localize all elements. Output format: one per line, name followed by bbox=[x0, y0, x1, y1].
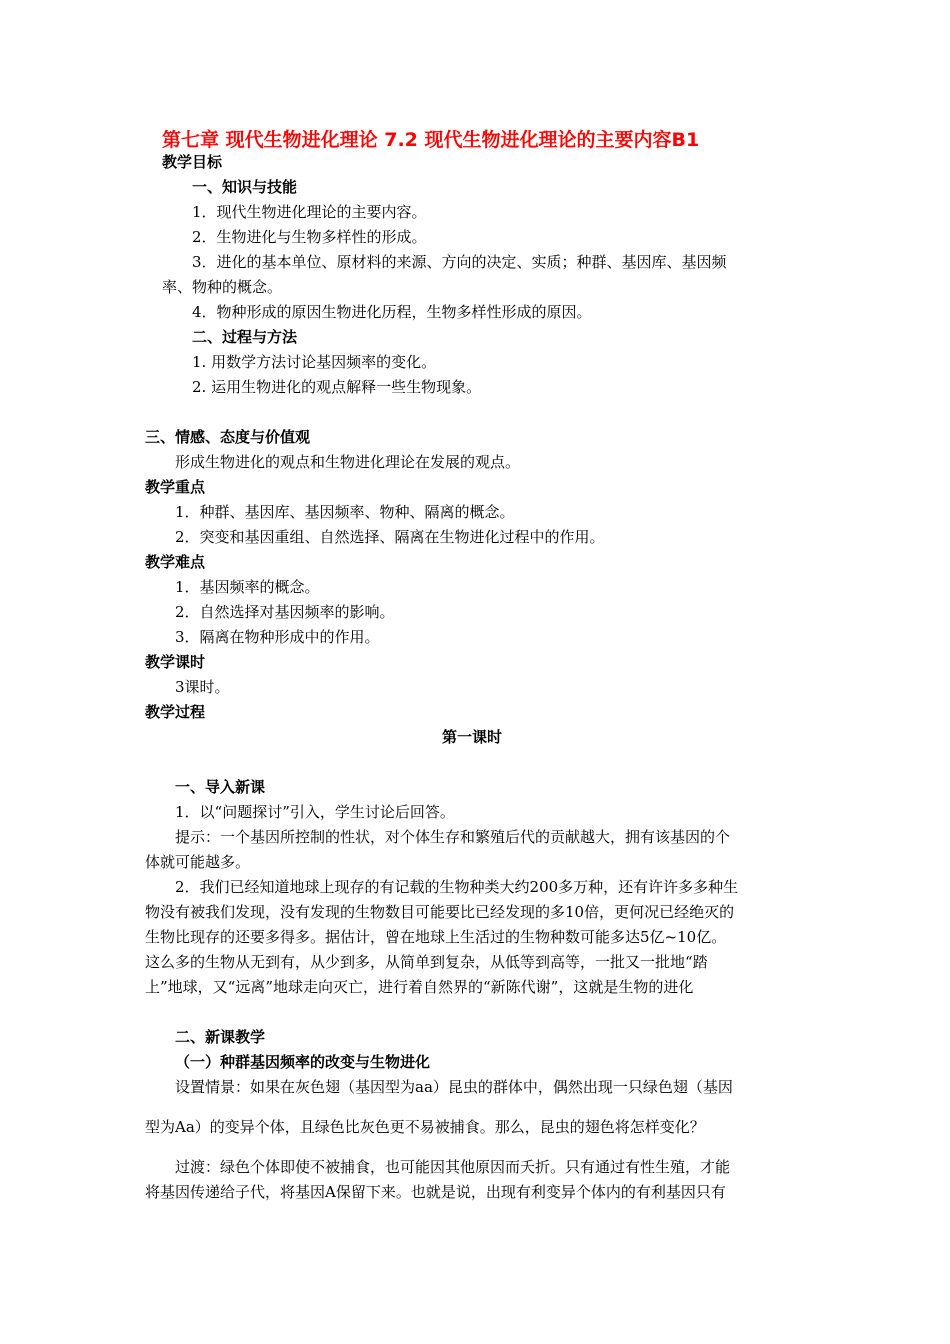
knowledge-item: 3．进化的基本单位、原材料的来源、方向的决定、实质；种群、基因库、基因频 bbox=[192, 253, 727, 271]
knowledge-item-continuation: 率、物种的概念。 bbox=[162, 278, 283, 296]
intro-line-continuation: 上”地球，又“远离”地球走向灭亡，进行着自然界的“新陈代谢”，这就是生物的进化 bbox=[145, 978, 694, 996]
key-item: 1．种群、基因库、基因频率、物种、隔离的概念。 bbox=[175, 503, 515, 521]
difficulty-item: 3．隔离在物种形成中的作用。 bbox=[175, 628, 380, 646]
section-heading-difficulty: 教学难点 bbox=[145, 553, 206, 571]
section-heading-key: 教学重点 bbox=[145, 478, 206, 496]
intro-line: 2．我们已经知道地球上现存的有记载的生物种类大约200多万种，还有许许多多种生 bbox=[175, 878, 739, 896]
intro-line-continuation: 生物比现存的还要多得多。据估计，曾在地球上生活过的生物种数可能多达5亿~10亿。 bbox=[145, 928, 727, 946]
subsection-heading-process: 二、过程与方法 bbox=[192, 328, 298, 346]
knowledge-item: 4．物种形成的原因生物进化历程，生物多样性形成的原因。 bbox=[192, 303, 592, 321]
intro-line-continuation: 这么多的生物从无到有，从少到多，从简单到复杂，从低等到高等，一批又一批地“踏 bbox=[145, 953, 708, 971]
emotion-text: 形成生物进化的观点和生物进化理论在发展的观点。 bbox=[175, 453, 521, 471]
hours-text: 3课时。 bbox=[175, 678, 230, 696]
intro-line: 提示：一个基因所控制的性状，对个体生存和繁殖后代的贡献越大，拥有该基因的个 bbox=[175, 828, 731, 846]
section-heading-goals: 教学目标 bbox=[162, 153, 223, 171]
section-heading-hours: 教学课时 bbox=[145, 653, 206, 671]
section-heading-process-main: 教学过程 bbox=[145, 703, 206, 721]
lesson-heading: 第一课时 bbox=[442, 728, 503, 746]
new-lesson-heading: 二、新课教学 bbox=[175, 1028, 266, 1046]
key-item: 2．突变和基因重组、自然选择、隔离在生物进化过程中的作用。 bbox=[175, 528, 605, 546]
subsection-heading-emotion: 三、情感、态度与价值观 bbox=[145, 428, 311, 446]
new-lesson-line: 过渡：绿色个体即使不被捕食，也可能因其他原因而夭折。只有通过有性生殖，才能 bbox=[175, 1158, 731, 1176]
knowledge-item: 1．现代生物进化理论的主要内容。 bbox=[192, 203, 427, 221]
process-item: 1. 用数学方法讨论基因频率的变化。 bbox=[192, 353, 437, 371]
subsection-heading-knowledge: 一、知识与技能 bbox=[192, 178, 298, 196]
difficulty-item: 1．基因频率的概念。 bbox=[175, 578, 320, 596]
difficulty-item: 2．自然选择对基因频率的影响。 bbox=[175, 603, 395, 621]
intro-heading: 一、导入新课 bbox=[175, 778, 266, 796]
intro-line-continuation: 物没有被我们发现，没有发现的生物数目可能要比已经发现的多10倍，更何况已经绝灭的 bbox=[145, 903, 735, 921]
knowledge-item: 2．生物进化与生物多样性的形成。 bbox=[192, 228, 427, 246]
intro-line: 1．以“问题探讨”引入，学生讨论后回答。 bbox=[175, 803, 455, 821]
new-lesson-subheading: （一）种群基因频率的改变与生物进化 bbox=[175, 1053, 431, 1071]
new-lesson-line: 设置情景：如果在灰色翅（基因型为aa）昆虫的群体中，偶然出现一只绿色翅（基因 bbox=[175, 1078, 733, 1096]
process-item: 2. 运用生物进化的观点解释一些生物现象。 bbox=[192, 378, 482, 396]
new-lesson-line-continuation: 型为Aa）的变异个体，且绿色比灰色更不易被捕食。那么，昆虫的翅色将怎样变化？ bbox=[145, 1118, 705, 1136]
intro-line-continuation: 体就可能越多。 bbox=[145, 853, 251, 871]
new-lesson-line-continuation: 将基因传递给子代，将基因A保留下来。也就是说，出现有利变异个体内的有利基因只有 bbox=[145, 1183, 726, 1201]
document-title: 第七章 现代生物进化理论 7.2 现代生物进化理论的主要内容B1 bbox=[162, 129, 700, 151]
